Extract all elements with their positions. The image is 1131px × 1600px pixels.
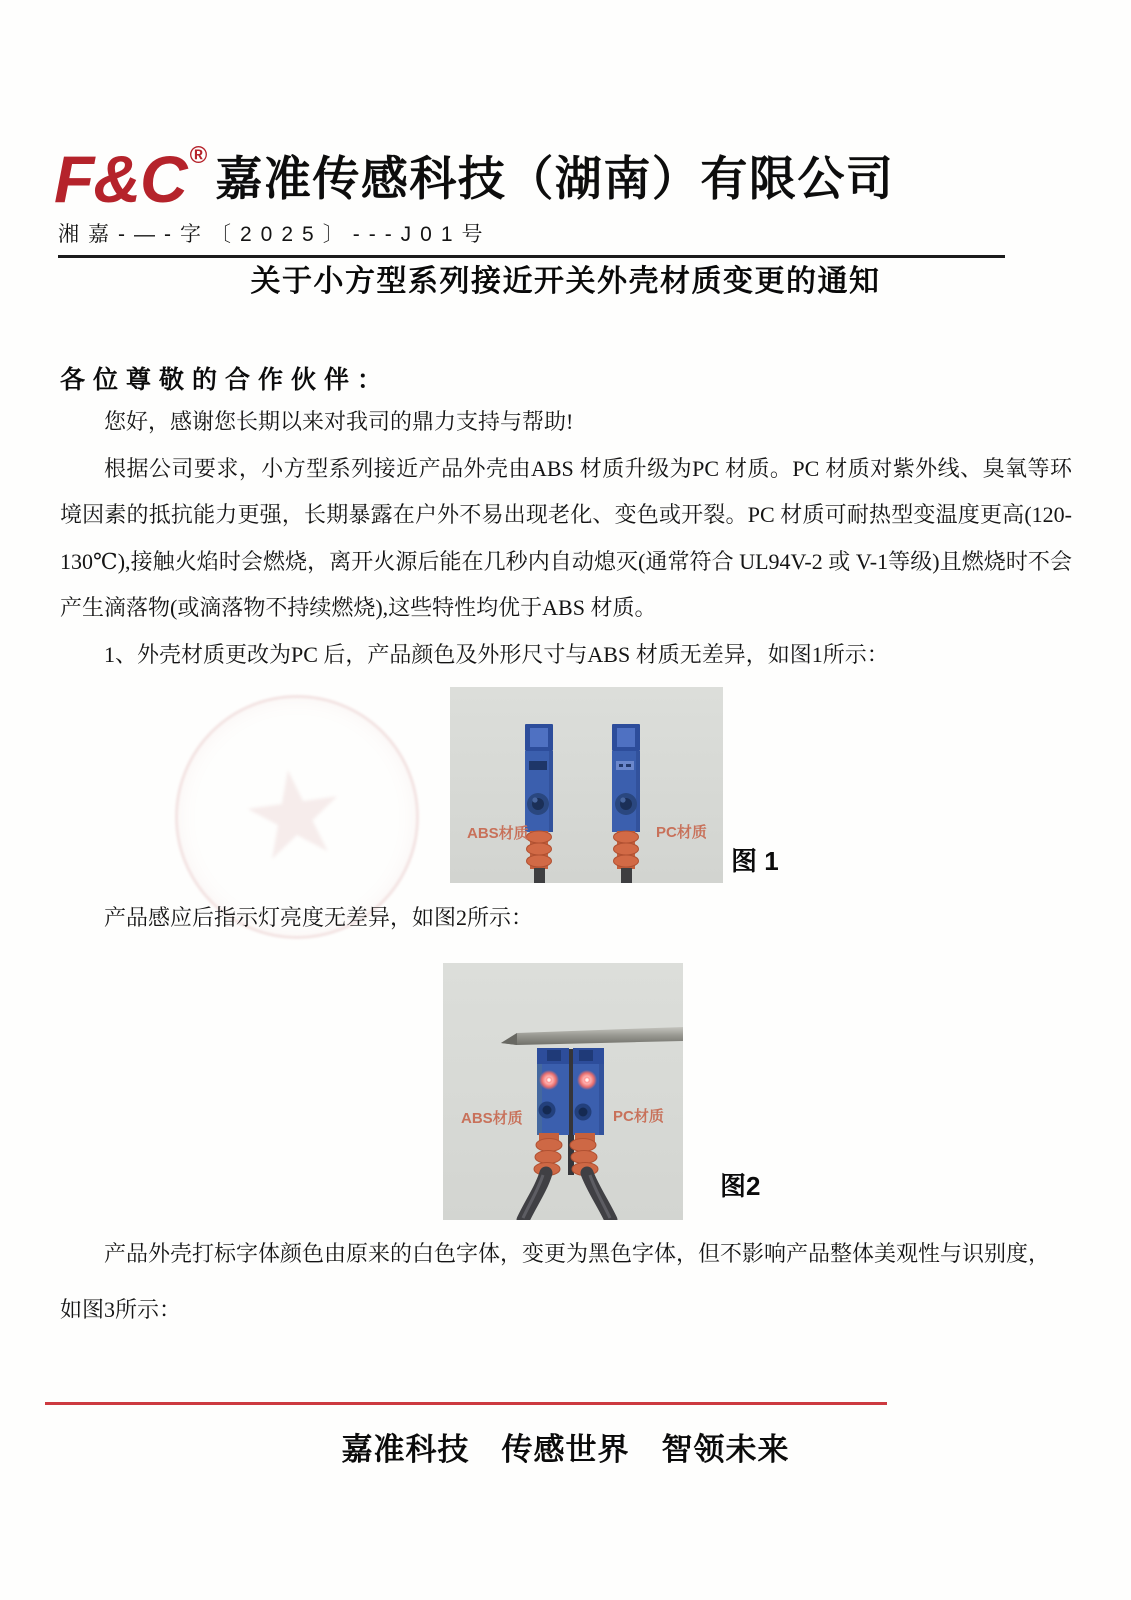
abs-marking-band — [529, 761, 547, 770]
abs-material-label: ABS材质 — [467, 825, 529, 842]
header — [54, 144, 894, 214]
registered-trademark-icon: ® — [189, 142, 208, 169]
company-name: 嘉准传感科技（湖南）有限公司 — [215, 152, 895, 205]
abs-sensor-graphic — [525, 724, 553, 883]
paragraph-figure2-intro: 产品感应后指示灯亮度无差异，如图2所示： — [104, 905, 534, 930]
figure2-photo — [443, 963, 683, 1220]
company-logo: F&C — [54, 142, 187, 216]
photo-background — [450, 687, 723, 883]
stamp-star-icon: ★ — [232, 738, 356, 890]
pc-material-label: PC材质 — [613, 1108, 664, 1125]
figure2-graphic — [443, 963, 683, 1220]
abs-material-label: ABS材质 — [461, 1110, 523, 1127]
marking-change-line1: 产品外壳打标字体颜色由原来的白色字体，变更为黑色字体，但不影响产品整体美观性与识别度， — [104, 1241, 1051, 1266]
figure2-caption: 图2 — [720, 1171, 761, 1201]
pc-sensor-graphic — [612, 724, 640, 883]
figure1-graphic — [450, 687, 723, 883]
pc-material-label: PC材质 — [656, 824, 707, 841]
paragraph-marking-change — [60, 1226, 1072, 1338]
document-number: 湘嘉-—-字〔2025〕---J01号 — [58, 218, 1005, 258]
footer-rule — [45, 1402, 887, 1405]
footer-slogan: 嘉准科技 传感世界 智领未来 — [341, 1432, 790, 1467]
figure1-caption: 图 1 — [731, 846, 779, 876]
figure1-photo — [450, 687, 723, 883]
paragraph-item1: 1、外壳材质更改为PC 后，产品颜色及外形尺寸与ABS 材质无差异，如图1所示： — [104, 641, 889, 667]
page-title: 关于小方型系列接近开关外壳材质变更的通知 — [250, 265, 881, 298]
pc-marking-band — [616, 761, 634, 770]
salutation: 各位尊敬的合作伙伴： — [60, 367, 391, 394]
cable — [534, 868, 545, 883]
paragraph-thanks: 您好，感谢您长期以来对我司的鼎力支持与帮助! — [104, 409, 574, 434]
cable — [621, 868, 632, 883]
body-text — [60, 399, 1072, 678]
marking-change-line2: 如图3所示： — [60, 1297, 182, 1322]
paragraph-material-change: 根据公司要求，小方型系列接近产品外壳由ABS 材质升级为PC 材质。PC 材质对紫外线、臭氧等环境因素的抵抗能力更强，长期暴露在户外不易出现老化、变色或开裂。PC 材质可耐热型变温度更高(120-130℃),接触火焰时会燃烧，离开火源后能在几秒内自动熄灭(通常符合 UL94V-2 或 V-1等级)且燃烧时不会产生滴落物(或滴落物不持续燃烧),这些特性均优于ABS 材质。 — [60, 455, 1072, 620]
